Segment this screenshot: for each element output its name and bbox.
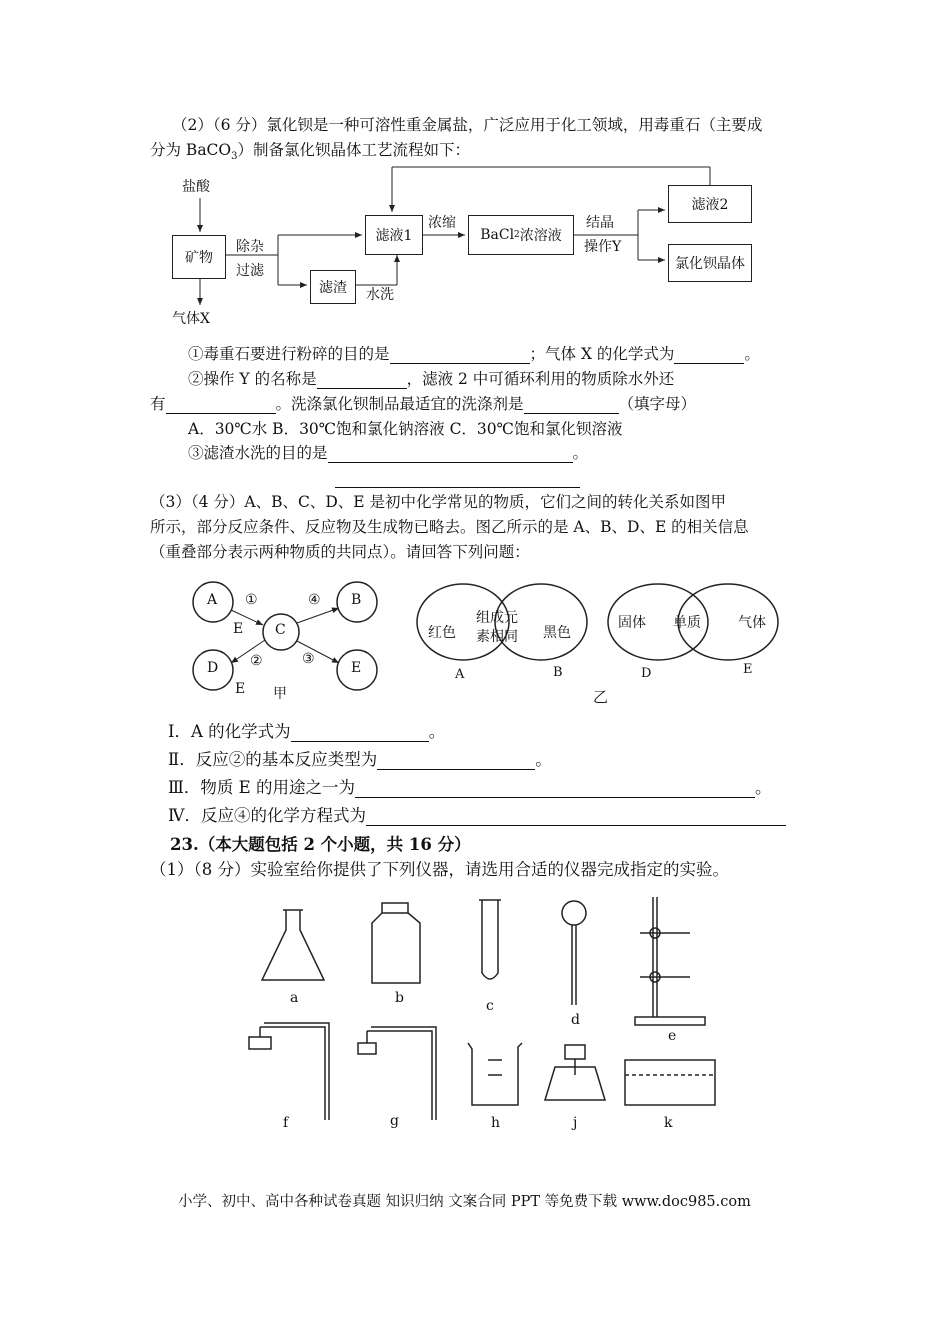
venn-de: [603, 580, 783, 685]
footer: 小学、初中、高中各种试卷真题 知识归纳 文案合同 PPT 等免费下载 www.doc985.com: [178, 1194, 751, 1210]
process-flow-diagram: [160, 160, 780, 340]
concentrate-label: 浓缩: [428, 215, 456, 231]
filter-label: 过滤: [236, 263, 264, 279]
q2-sub2-line1: ②操作 Y 的名称是 ，滤液 2 中可循环利用的物质除水外还: [188, 370, 675, 388]
label-e: E: [743, 662, 753, 677]
label-e: e: [668, 1028, 677, 1044]
q2-sub3: ③滤渣水洗的目的是 。: [188, 444, 589, 462]
venn-b-label: 黑色: [543, 625, 571, 641]
label-a: a: [290, 990, 299, 1006]
node-a: A: [207, 592, 218, 608]
node-b: B: [351, 592, 362, 608]
venn-de-common: 单质: [673, 615, 701, 631]
q3-ii: Ⅱ．反应②的基本反应类型为 。: [168, 750, 552, 769]
venn-a-label: 红色: [428, 625, 456, 641]
water-trough: [625, 1060, 715, 1105]
q2-intro-line2: 分为 BaCO$_3$）制备氯化钡晶体工艺流程如下：: [150, 141, 471, 163]
bacl2-crystal-box: 氯化钡晶体: [668, 244, 752, 282]
bacl2-solution-box: BaCl 2 浓溶液: [468, 215, 574, 255]
q3-i: Ⅰ．A 的化学式为 。: [168, 722, 446, 741]
reagent-bottle: [372, 903, 420, 983]
q23-title: 23.（本大题包括 2 个小题，共 16 分）: [170, 835, 471, 854]
q3-iii: Ⅲ．物质 E 的用途之一为 。: [168, 778, 772, 797]
reaction-1-label: ①: [245, 592, 258, 608]
label-c: c: [486, 998, 494, 1014]
venn-ab: [413, 580, 593, 685]
wash-label: 水洗: [366, 287, 394, 303]
label-d: d: [571, 1012, 580, 1028]
reaction-2-label: ②: [250, 653, 263, 669]
label-b: b: [395, 990, 404, 1006]
venn-ab-common-2: 素相同: [476, 629, 518, 645]
label-b: B: [553, 665, 563, 680]
mineral-box: 矿物: [172, 235, 226, 279]
node-c: C: [275, 622, 286, 638]
q2-sub2-line2: 有 。洗涤氯化钡制品最适宜的洗涤剂是 （填字母）: [150, 395, 697, 413]
op-y-label: 操作Y: [584, 239, 622, 255]
filtrate2-box: 滤液2: [668, 185, 752, 223]
q2-options: A．30℃水 B．30℃饱和氯化钠溶液 C．30℃饱和氯化钡溶液: [188, 420, 623, 438]
q3-intro-line3: （重叠部分表示两种物质的共同点）。请回答下列问题：: [150, 543, 530, 561]
q2-sub1: ①毒重石要进行粉碎的目的是 ；气体 X 的化学式为 。: [188, 345, 760, 363]
residue-box: 滤渣: [310, 270, 356, 304]
reaction-3-label: ③: [302, 651, 315, 667]
crystal-label: 结晶: [586, 215, 614, 231]
alcohol-lamp: [545, 1045, 605, 1100]
remove-label: 除杂: [236, 239, 264, 255]
gas-x-label: 气体X: [172, 311, 210, 327]
blank-line: [335, 487, 580, 488]
test-tube: [479, 900, 501, 979]
figure-yi-caption: 乙: [593, 688, 609, 706]
e-label: E: [235, 681, 246, 697]
label-d: D: [641, 666, 652, 681]
q3-intro-line1: （3）（4 分）A、B、C、D、E 是初中化学常见的物质，它们之间的转化关系如图甲: [150, 493, 727, 511]
iron-stand: [635, 897, 705, 1025]
hcl-label: 盐酸: [182, 179, 210, 195]
label-h: h: [491, 1115, 501, 1131]
venn-d-label: 固体: [618, 615, 646, 631]
figure-jia-caption: 甲: [273, 686, 287, 702]
label-g: g: [390, 1113, 399, 1129]
label-a: A: [455, 667, 465, 682]
q23-sub1: （1）（8 分）实验室给你提供了下列仪器，请选用合适的仪器完成指定的实验。: [150, 860, 729, 879]
label-k: k: [664, 1115, 673, 1131]
label-f: f: [283, 1115, 289, 1131]
node-e: E: [351, 660, 362, 676]
figure-jia: [185, 575, 395, 705]
venn-e-label: 气体: [738, 615, 766, 631]
funnel: [562, 901, 586, 1005]
delivery-tube-short: [358, 1027, 436, 1120]
reaction-4-label: ④: [308, 592, 321, 608]
apparatus-figure: [240, 895, 740, 1145]
venn-ab-common-1: 组成元: [476, 610, 518, 626]
q3-iv: Ⅳ．反应④的化学方程式为: [168, 806, 786, 826]
q3-intro-line2: 所示，部分反应条件、反应物及生成物已略去。图乙所示的是 A、B、D、E 的相关信息: [150, 518, 749, 536]
erlenmeyer-flask: [262, 910, 324, 980]
label-j: j: [573, 1115, 578, 1131]
delivery-tube-long: [249, 1023, 329, 1120]
filtrate1-box: 滤液1: [365, 215, 423, 255]
node-d: D: [207, 660, 219, 676]
beaker: [468, 1043, 522, 1105]
e-label: E: [233, 621, 244, 637]
q2-intro-line1: （2）（6 分）氯化钡是一种可溶性重金属盐，广泛应用于化工领域，用毒重石（主要成: [172, 116, 763, 134]
